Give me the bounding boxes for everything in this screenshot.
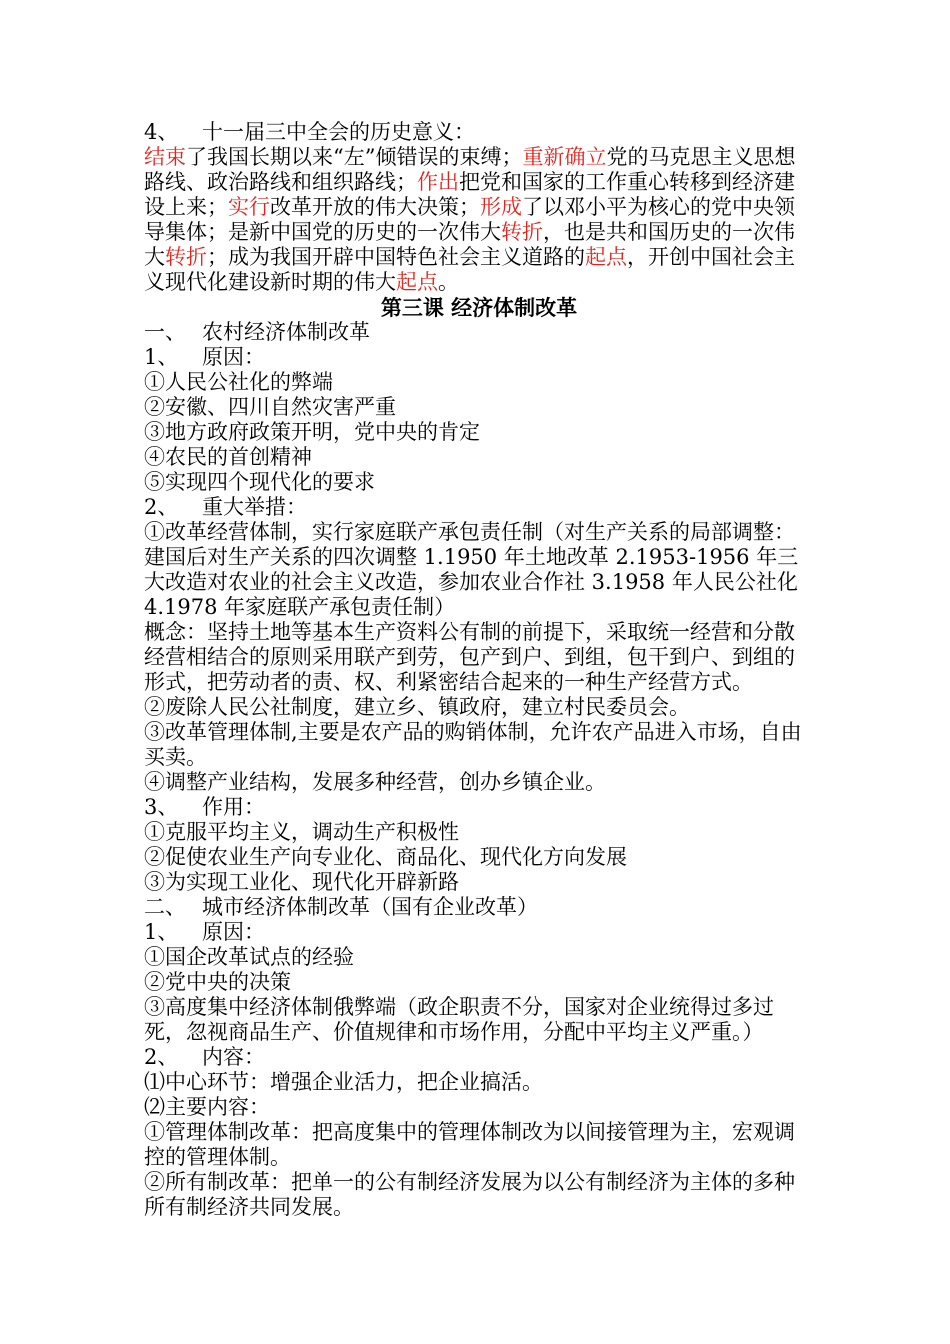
list-item — [144, 620, 814, 695]
paragraph-text: 。 — [438, 270, 459, 294]
line-text: ①改革经营体制，实行家庭联产承包责任制（对生产关系的局部调整：建国后对生产关系的四次调整 1.1950 年土地改革 2.1953-1956 年三大改造对农业的社会主义改造，参加农业合作社 3.1958 年人民公社化 4.1978 年家庭联产承包责任制） — [144, 520, 799, 619]
list-item — [144, 420, 814, 445]
list-item — [144, 820, 814, 845]
list-item — [144, 870, 814, 895]
line-text: ③高度集中经济体制俄弊端（政企职责不分，国家对企业统得过多过死，忽视商品生产、价值规律和市场作用，分配中平均主义严重。） — [144, 995, 774, 1044]
list-item — [144, 445, 814, 470]
list-item — [144, 470, 814, 495]
section-number: 1、 — [144, 920, 179, 944]
line-text: ①克服平均主义，调动生产积极性 — [144, 820, 459, 844]
line-text: ②所有制改革：把单一的公有制经济发展为以公有制经济为主体的多种所有制经济共同发展。 — [144, 1170, 795, 1219]
lesson-title: 第三课 经济体制改革 — [380, 295, 578, 320]
line-text: 农村经济体制改革 — [202, 320, 370, 344]
list-item — [144, 845, 814, 870]
highlighted-phrase: 重新确立 — [522, 145, 607, 169]
lesson-body — [144, 320, 814, 1220]
list-item — [144, 970, 814, 995]
paragraph-text: 改革开放的伟大决策； — [270, 195, 480, 219]
intro-paragraph — [144, 145, 814, 295]
list-item — [144, 1170, 814, 1220]
line-text: ①管理体制改革：把高度集中的管理体制改为以间接管理为主，宏观调控的管理体制。 — [144, 1120, 795, 1169]
section-heading — [144, 1045, 814, 1070]
list-item — [144, 995, 814, 1045]
line-text: ②安徽、四川自然灾害严重 — [144, 395, 396, 419]
line-text: ⑴中心环节：增强企业活力，把企业搞活。 — [144, 1070, 543, 1094]
line-text: ③改革管理体制,主要是农产品的购销体制，允许农产品进入市场，自由买卖。 — [144, 720, 802, 769]
paragraph-text: 把党和国家的工作重心转移到经济建设上来； — [144, 170, 795, 219]
section-heading — [144, 795, 814, 820]
highlighted-phrase: 形成 — [480, 195, 522, 219]
highlighted-phrase: 起点 — [585, 245, 627, 269]
paragraph-text: ；成为我国开辟中国特色社会主义道路的 — [207, 245, 585, 269]
paragraph-text: 党的马克思主义思想路线、政治路线和组织路线； — [144, 145, 796, 194]
line-text: 概念：坚持土地等基本生产资料公有制的前提下，采取统一经营和分散经营相结合的原则采用联产到劳，包产到户、到组，包干到户、到组的形式，把劳动者的责、权、利紧密结合起来的一种生产经营方式。 — [144, 620, 795, 694]
line-text: ⑵主要内容： — [144, 1095, 270, 1119]
section-heading — [144, 920, 814, 945]
highlighted-phrase: 作出 — [417, 170, 459, 194]
section-heading — [144, 320, 814, 345]
document-page — [144, 120, 814, 1220]
section-heading — [144, 345, 814, 370]
section-number: 2、 — [144, 495, 179, 519]
list-item — [144, 395, 814, 420]
line-text: 城市经济体制改革（国有企业改革） — [202, 895, 538, 919]
section-number: 1、 — [144, 345, 179, 369]
section-number: 二、 — [144, 895, 186, 919]
line-text: ②促使农业生产向专业化、商品化、现代化方向发展 — [144, 845, 627, 869]
line-text: ⑤实现四个现代化的要求 — [144, 470, 375, 494]
line-text: ③地方政府政策开明，党中央的肯定 — [144, 420, 480, 444]
section-heading — [144, 895, 814, 920]
list-item — [144, 1120, 814, 1170]
intro-heading-number: 4、 — [144, 120, 179, 144]
intro-heading — [144, 120, 814, 145]
line-text: ①国企改革试点的经验 — [144, 945, 354, 969]
list-item — [144, 770, 814, 795]
line-text: ④农民的首创精神 — [144, 445, 312, 469]
highlighted-phrase: 起点 — [396, 270, 438, 294]
line-text: ③为实现工业化、现代化开辟新路 — [144, 870, 459, 894]
paragraph-text: ，也是共和国历史的一次伟大 — [144, 220, 795, 269]
intro-heading-text: 十一届三中全会的历史意义： — [202, 120, 475, 144]
paragraph-text: 了以邓小平为核心的党中央领导集体；是新中国党的历史的一次伟大 — [144, 195, 795, 244]
highlighted-phrase: 转折 — [501, 220, 543, 244]
highlighted-phrase: 结束 — [144, 145, 186, 169]
list-item — [144, 1070, 814, 1095]
line-text: 作用： — [202, 795, 265, 819]
paragraph-text: 了我国长期以来“左”倾错误的束缚； — [186, 145, 523, 169]
line-text: 原因： — [202, 920, 265, 944]
list-item — [144, 520, 814, 620]
paragraph-text: ，开创中国社会主义现代化建设新时期的伟大 — [144, 245, 795, 294]
list-item — [144, 720, 814, 770]
line-text: 内容： — [202, 1045, 265, 1069]
line-text: 重大举措： — [202, 495, 307, 519]
list-item — [144, 1095, 814, 1120]
list-item — [144, 945, 814, 970]
line-text: ①人民公社化的弊端 — [144, 370, 333, 394]
line-text: 原因： — [202, 345, 265, 369]
highlighted-phrase: 实行 — [228, 195, 270, 219]
list-item — [144, 695, 814, 720]
line-text: ②党中央的决策 — [144, 970, 291, 994]
section-heading — [144, 495, 814, 520]
line-text: ④调整产业结构，发展多种经营，创办乡镇企业。 — [144, 770, 606, 794]
line-text: ②废除人民公社制度，建立乡、镇政府，建立村民委员会。 — [144, 695, 690, 719]
list-item — [144, 370, 814, 395]
section-number: 2、 — [144, 1045, 179, 1069]
highlighted-phrase: 转折 — [165, 245, 207, 269]
section-number: 一、 — [144, 320, 186, 344]
section-number: 3、 — [144, 795, 179, 819]
